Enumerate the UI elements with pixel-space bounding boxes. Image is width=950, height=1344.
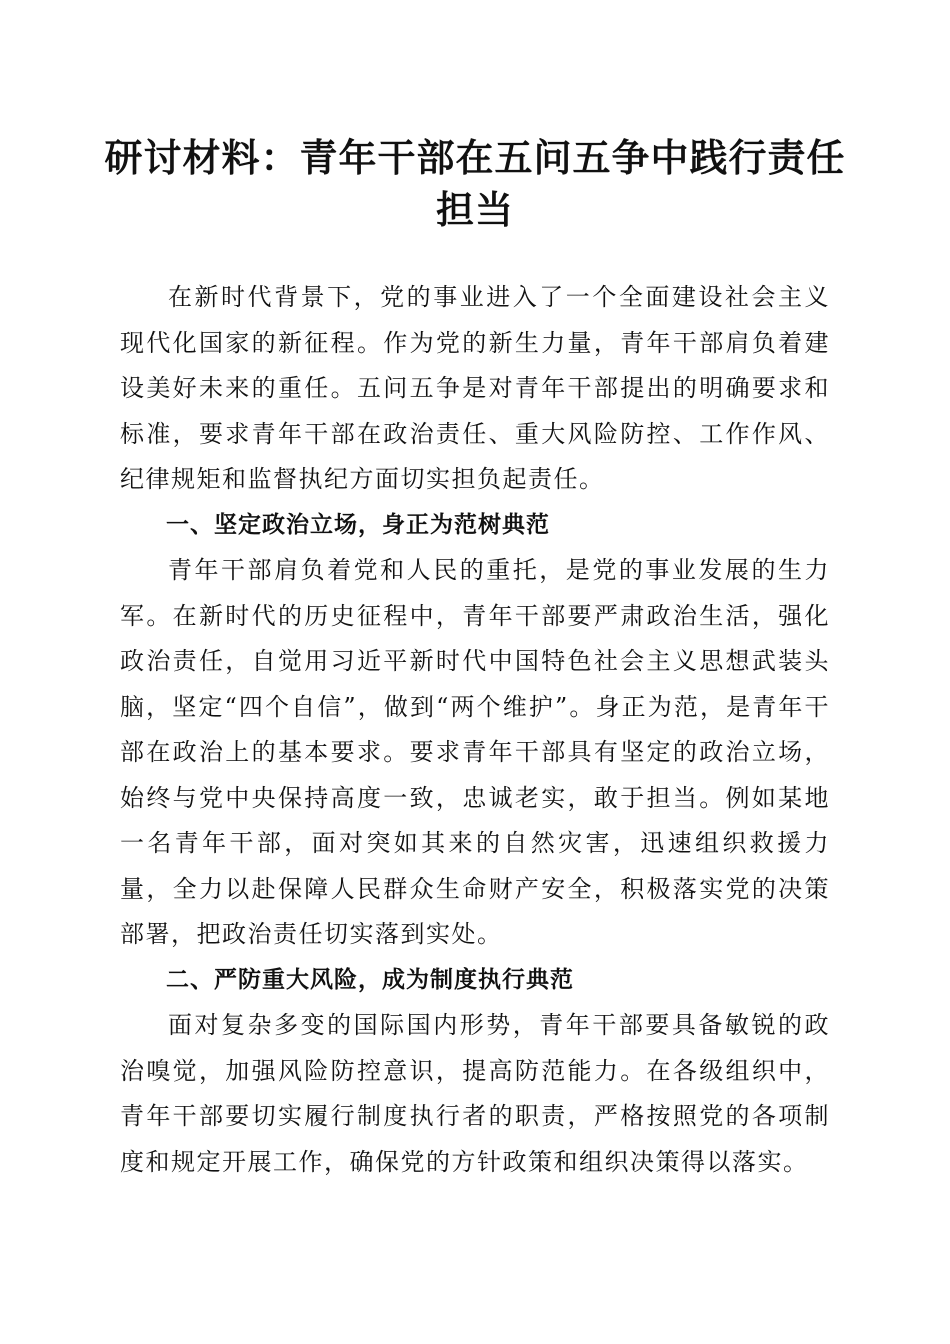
intro-paragraph: 在新时代背景下，党的事业进入了一个全面建设社会主义现代化国家的新征程。作为党的新生力量，青年干部肩负着建设美好未来的重任。五问五争是对青年干部提出的明确要求和标准，要求青年干部在政治责任、重大风险防控、工作作风、纪律规矩和监督执纪方面切实担负起责任。 [120, 283, 830, 493]
section-paragraph-2: 面对复杂多变的国际国内形势，青年干部要具备敏锐的政治嗅觉，加强风险防控意识，提高防范能力。在各级组织中，青年干部要切实履行制度执行者的职责，严格按照党的各项制度和规定开展工作，确保党的方针政策和组织决策得以落实。 [120, 1011, 830, 1176]
section-heading-1: 一、坚定政治立场，身正为范树典范 [166, 511, 550, 538]
section-heading-2: 二、严防重大风险，成为制度执行典范 [166, 966, 574, 993]
document-body [120, 275, 830, 1185]
document-title: 研讨材料：青年干部在五问五争中践行责任担当 [104, 135, 846, 232]
section-paragraph-1: 青年干部肩负着党和人民的重托，是党的事业发展的生力军。在新时代的历史征程中，青年干部要严肃政治生活，强化政治责任，自觉用习近平新时代中国特色社会主义思想武装头脑，坚定“四个自信”，做到“两个维护”。身正为范，是青年干部在政治上的基本要求。要求青年干部具有坚定的政治立场，始终与党中央保持高度一致，忠诚老实，敢于担当。例如某地一名青年干部，面对突如其来的自然灾害，迅速组织救援力量，全力以赴保障人民群众生命财产安全，积极落实党的决策部署，把政治责任切实落到实处。 [120, 556, 830, 948]
